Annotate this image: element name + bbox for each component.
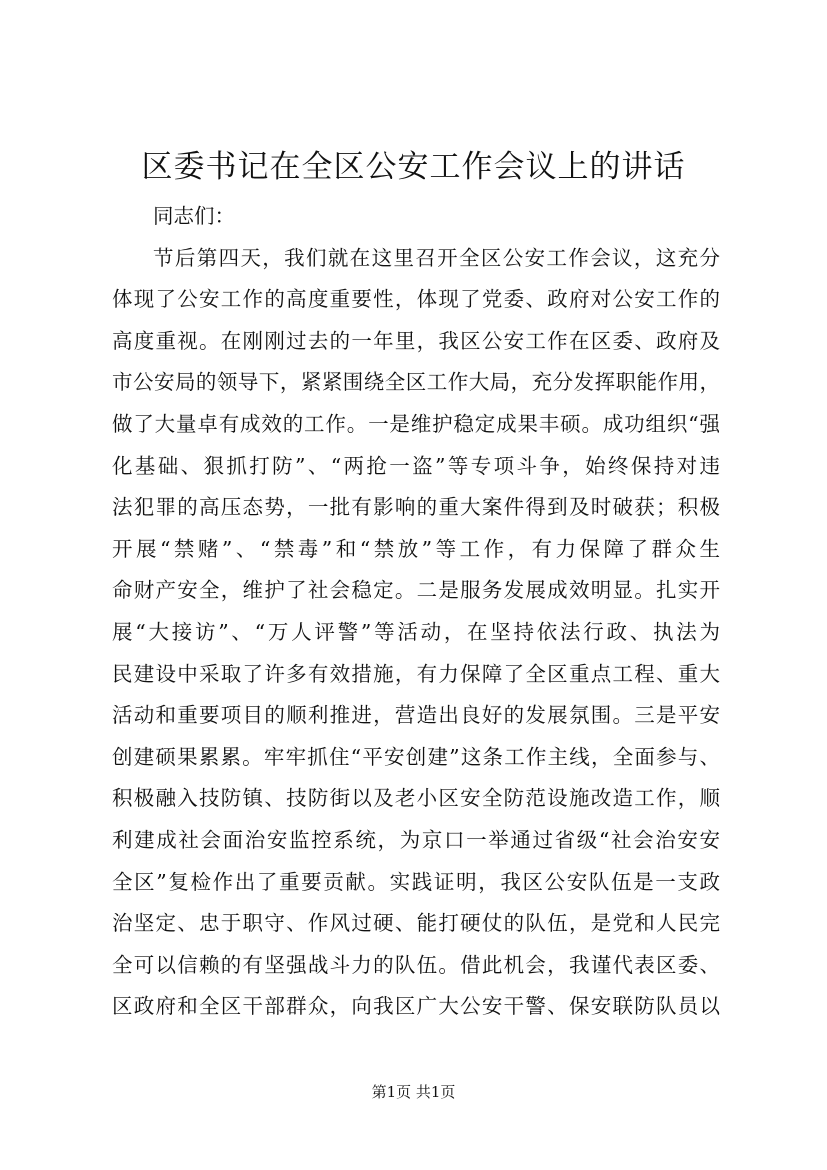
paragraph-line: [112, 778, 720, 820]
line-text: 治坚定、忠于职守、作风过硬、能打硬仗的队伍，是党和人民完: [112, 911, 720, 936]
line-text: 体现了公安工作的高度重要性，体现了党委、政府对公安工作的: [112, 287, 720, 312]
line-text: 积极融入技防镇、技防街以及老小区安全防范设施改造工作，顺: [112, 786, 720, 811]
paragraph-line: [112, 945, 720, 987]
line-text: 做了大量卓有成效的工作。一是维护稳定成果丰硕。成功组织“强: [112, 411, 720, 436]
paragraph-line: [112, 862, 720, 904]
paragraph-line: [112, 487, 720, 529]
line-text: 开展“禁赌”、“禁毒”和“禁放”等工作，有力保障了群众生: [112, 536, 720, 561]
line-text: 民建设中采取了许多有效措施，有力保障了全区重点工程、重大: [112, 661, 720, 686]
paragraph-line: [112, 986, 720, 1028]
salutation-line: [112, 196, 720, 238]
page-footer: 第1页 共1页: [371, 1083, 456, 1101]
paragraph-line: [112, 529, 720, 571]
line-text: 命财产安全，维护了社会稳定。二是服务发展成效明显。扎实开: [112, 578, 720, 603]
paragraph-line: [112, 446, 720, 488]
line-text: 市公安局的领导下，紧紧围绕全区工作大局，充分发挥职能作用，: [112, 370, 720, 395]
line-text: 展“大接访”、“万人评警”等活动，在坚持依法行政、执法为: [112, 619, 720, 644]
paragraph-line: [112, 903, 720, 945]
paragraph-line: [112, 820, 720, 862]
line-text: 利建成社会面治安监控系统，为京口一举通过省级“社会治安安: [112, 827, 720, 852]
paragraph-line: [112, 362, 720, 404]
line-text: 高度重视。在刚刚过去的一年里，我区公安工作在区委、政府及: [112, 328, 720, 353]
line-text: 全可以信赖的有坚强战斗力的队伍。借此机会，我谨代表区委、: [112, 952, 720, 977]
line-text: 节后第四天，我们就在这里召开全区公安工作会议，这充分: [153, 245, 720, 270]
salutation: 同志们：: [153, 204, 235, 228]
line-text: 法犯罪的高压态势，一批有影响的重大案件得到及时破获；积极: [112, 495, 720, 520]
document-title: 区委书记在全区公安工作会议上的讲话: [141, 149, 686, 185]
document-body: [112, 196, 720, 1028]
line-text: 全区”复检作出了重要贡献。实践证明，我区公安队伍是一支政: [112, 869, 720, 894]
paragraph-line: [112, 321, 720, 363]
line-text: 创建硕果累累。牢牢抓住“平安创建”这条工作主线，全面参与、: [112, 744, 720, 769]
paragraph-line: [112, 279, 720, 321]
paragraph-line: [112, 654, 720, 696]
paragraph-line: [112, 238, 720, 280]
line-text: 化基础、狠抓打防”、“两抢一盗”等专项斗争，始终保持对违: [112, 453, 720, 478]
paragraph-line: [112, 404, 720, 446]
paragraph-line: [112, 737, 720, 779]
line-text: 活动和重要项目的顺利推进，营造出良好的发展氛围。三是平安: [112, 703, 720, 728]
line-text: 区政府和全区干部群众，向我区广大公安干警、保安联防队员以: [112, 994, 720, 1019]
paragraph-line: [112, 612, 720, 654]
paragraph-line: [112, 570, 720, 612]
paragraph-line: [112, 695, 720, 737]
